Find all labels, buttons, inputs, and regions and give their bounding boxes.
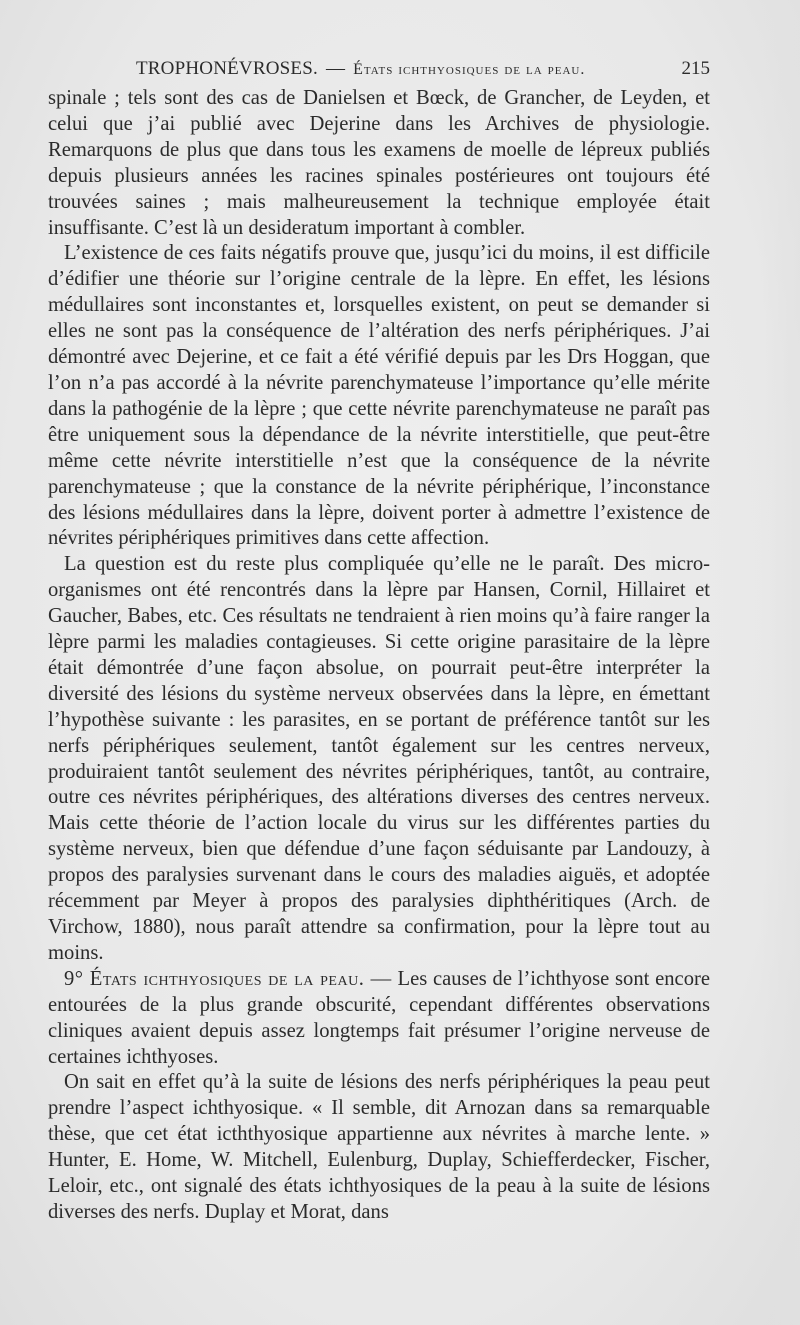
paragraph-1 (48, 86, 710, 241)
page-number: 215 (681, 58, 710, 79)
paragraph-2 (48, 241, 710, 552)
paragraph-1-text: spinale ; tels sont des cas de Danielsen et Bœck, de Grancher, de Leyden, et celui que j’ai publié avec Dejerine dans les Archives de physiologie. Remarquons de plus que dans tous les examens de moelle de lépreux publiés depuis plusieurs années les racines spinales postérieures ont toujours été trouvées saines ; mais malheureusement la technique employée était insuffisante. C’est là un desideratum important à combler. (48, 87, 710, 239)
paragraph-4 (48, 967, 710, 1071)
paragraph-5-text: On sait en effet qu’à la suite de lésions des nerfs périphériques la peau peut prendre l’aspect ichthyosique. « Il semble, dit Arnozan dans sa remarquable thèse, que cet état icththyosique appartienne aux névrites à marche lente. » Hunter, E. Home, W. Mitchell, Eulenburg, Duplay, Schiefferdecker, Fischer, Leloir, etc., ont signalé des états ichthyosiques de la peau à la suite de lésions diverses des nerfs. Duplay et Morat, dans (48, 1071, 710, 1223)
running-title-section: États ichthyosiques de la peau. (353, 61, 586, 78)
paragraph-5 (48, 1070, 710, 1225)
running-title (136, 58, 585, 80)
running-title-dash: — (325, 58, 346, 79)
paragraph-4-text: Les causes de l’ichthyose sont encore entourées de la plus grande obscurité, cependant différentes observations cliniques avaient depuis assez longtemps fait présumer l’origine nerveuse de certaines ichthyoses. (48, 967, 710, 1068)
body-text (48, 86, 710, 1226)
page-header (48, 58, 710, 84)
paragraph-3-text: La question est du reste plus compliquée qu’elle ne le paraît. Des micro-organismes ont été rencontrés dans la lèpre par Hansen, Cornil, Hillairet et Gaucher, Babes, etc. Ces résultats ne tendraient à rien moins qu’à faire ranger la lèpre parmi les maladies contagieuses. Si cette origine parasitaire de la lèpre était démontrée d’une façon absolue, on pourrait peut-être interpréter la diversité des lésions du système nerveux observées dans la lèpre, en émettant l’hypothèse suivante : les parasites, en se portant de préférence tantôt sur les nerfs périphériques seulement, tantôt également sur les centres nerveux, produiraient tantôt seulement des névrites périphériques, tantôt, au contraire, outre ces névrites périphériques, des altérations diverses des centres nerveux. Mais cette théorie de l’action locale du virus sur les différentes parties du système nerveux, bien que défendue d’une façon séduisante par Landouzy, à propos des paralysies survenant dans le cours des maladies aiguës, et adoptée récemment par Meyer à propos des paralysies diphthéritiques (Arch. de Virchow, 1880), nous paraît attendre sa confirmation, pour la lèpre tout au moins. (48, 553, 710, 964)
running-title-main: TROPHONÉVROSES. (136, 58, 318, 79)
section-heading: 9° États ichthyosiques de la peau. — (64, 967, 392, 990)
paragraph-2-text: L’existence de ces faits négatifs prouve que, jusqu’ici du moins, il est difficile d’édifier une théorie sur l’origine centrale de la lèpre. En effet, les lésions médullaires sont inconstantes et, lorsquelles existent, on peut se demander si elles ne sont pas la conséquence de l’altération des nerfs périphériques. J’ai démontré avec Dejerine, et ce fait a été vérifié depuis par les Drs Hoggan, que l’on n’a pas accordé à la névrite parenchymateuse l’importance qu’elle mérite dans la pathogénie de la lèpre ; que cette névrite parenchymateuse ne paraît pas être uniquement sous la dépendance de la névrite interstitielle, que peut-être même cette névrite interstitielle n’est que la conséquence de la névrite parenchymateuse ; que la constance de la névrite périphérique, l’inconstance des lésions médullaires dans la lèpre, doivent porter à admettre l’existence de névrites périphériques primitives dans cette affection. (48, 242, 710, 550)
page-edge-shadow (760, 0, 800, 1325)
paragraph-3 (48, 552, 710, 967)
